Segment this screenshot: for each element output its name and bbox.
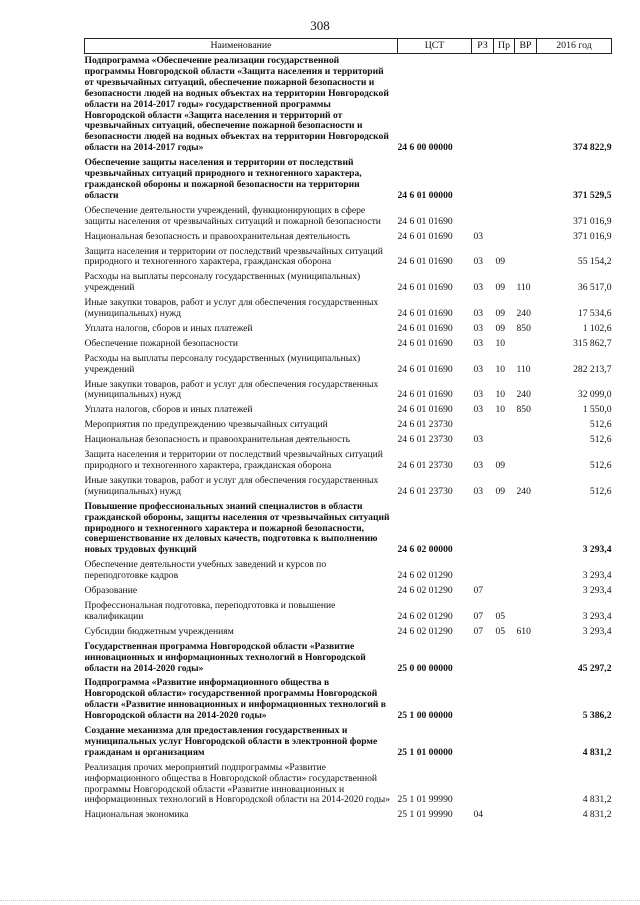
table-row [85, 378, 612, 404]
row-pr [494, 640, 515, 677]
row-pr: 05 [495, 625, 506, 637]
row-cst: 24 6 02 01290 [397, 625, 453, 637]
row-name: Национальная безопасность и правоохранительная деятельность [84, 434, 350, 446]
row-pr: 10 [495, 389, 506, 401]
row-cst: 24 6 01 23730 [397, 419, 453, 431]
row-pr [494, 500, 515, 559]
row-rz: 03 [473, 404, 484, 416]
table-row [85, 761, 612, 809]
table-row [85, 724, 612, 761]
row-vr [515, 448, 537, 474]
row-amount: 374 822,9 [573, 142, 612, 154]
row-rz: 03 [473, 389, 484, 401]
row-rz: 07 [473, 625, 484, 637]
row-cst: 25 1 01 99990 [397, 809, 453, 821]
table-body [85, 54, 612, 824]
row-vr [515, 724, 537, 761]
row-pr [494, 54, 515, 157]
table-row [85, 204, 612, 230]
row-vr [515, 230, 537, 245]
row-amount: 315 862,7 [573, 337, 612, 349]
row-pr [494, 433, 515, 448]
table-row [85, 270, 612, 296]
row-name: Государственная программа Новгородской области «Развитие инновационных и информационных технологий в Новгородской области на 2014-2020 годы» [84, 640, 366, 674]
row-vr: 610 [516, 625, 531, 637]
row-rz [472, 761, 494, 809]
row-cst: 24 6 01 23730 [397, 485, 453, 497]
row-amount: 371 016,9 [573, 215, 612, 227]
row-name: Расходы на выплаты персоналу государственных (муниципальных) учреждений [84, 352, 361, 375]
row-pr [494, 418, 515, 433]
row-rz [472, 54, 494, 157]
row-name: Иные закупки товаров, работ и услуг для обеспечения государственных (муниципальных) нужд [84, 297, 379, 320]
table-row [85, 584, 612, 599]
row-name: Повышение профессиональных знаний специалистов в области гражданской обороны, защиты населения от чрезвычайных ситуаций природного и техногенного характера и пожарной безопасности, совершенствование их деловых качеств, подготовка к выполнению новых трудовых функций [84, 500, 390, 556]
row-cst: 25 1 01 99990 [397, 794, 453, 806]
row-pr: 09 [495, 322, 506, 334]
row-name: Уплата налогов, сборов и иных платежей [84, 322, 253, 334]
row-vr [515, 245, 537, 271]
row-rz: 04 [473, 809, 484, 821]
row-name: Расходы на выплаты персоналу государственных (муниципальных) учреждений [84, 271, 361, 294]
table-row [85, 54, 612, 157]
row-cst: 24 6 01 01690 [397, 230, 453, 242]
row-vr: 240 [516, 389, 531, 401]
row-name: Создание механизма для предоставления государственных и муниципальных услуг Новгородской области в электронной форме гражданам и организациям [84, 725, 378, 758]
row-pr: 09 [495, 282, 506, 294]
row-rz: 03 [473, 485, 484, 497]
row-pr: 09 [495, 308, 506, 320]
row-cst: 24 6 01 01690 [397, 215, 453, 227]
row-amount: 3 293,4 [582, 625, 612, 637]
row-cst: 25 0 00 00000 [397, 662, 453, 674]
row-pr: 05 [495, 610, 506, 622]
table-row [85, 625, 612, 640]
row-cst: 24 6 01 01690 [397, 308, 453, 320]
table-row [85, 245, 612, 271]
row-rz: 03 [473, 363, 484, 375]
row-pr [494, 156, 515, 204]
row-name: Мероприятия по предупреждению чрезвычайных ситуаций [84, 419, 328, 431]
row-rz [472, 500, 494, 559]
row-pr [494, 761, 515, 809]
row-name: Подпрограмма «Обеспечение реализации государственной программы Новгородской области «Защита населения и территорий от чрезвычайных ситуаций, обеспечение пожарной безопасности и безопасности людей на водных объектах на территории Новгородской области на 2014-2017 годы» государственной программы Новгородской области «Защита населения и территорий от чрезвычайных ситуаций, обеспечение пожарной безопасности и безопасности людей на водных объектах на территории Новгородской области на 2014-2017 годы» [84, 55, 389, 154]
row-name: Реализация прочих мероприятий подпрограммы «Развитие информационного общества в Новгородской области» государственной программы Новгородской области «Развитие инновационных и информационных технологий в Новгородской области на 2014-2020 годы» [84, 761, 390, 806]
row-vr [515, 640, 537, 677]
row-amount: 4 831,2 [582, 809, 612, 821]
row-cst: 24 6 01 01690 [397, 322, 453, 334]
row-cst: 25 1 00 00000 [397, 710, 453, 722]
row-name: Иные закупки товаров, работ и услуг для обеспечения государственных (муниципальных) нужд [84, 378, 379, 401]
row-cst: 25 1 01 00000 [397, 746, 453, 758]
row-amount: 512,6 [589, 419, 612, 431]
table-row [85, 322, 612, 337]
row-pr: 09 [495, 256, 506, 268]
row-vr [515, 808, 537, 823]
row-amount: 371 016,9 [573, 230, 612, 242]
row-rz [472, 676, 494, 724]
row-name: Образование [84, 585, 138, 597]
row-name: Национальная безопасность и правоохранительная деятельность [84, 230, 350, 242]
row-name: Подпрограмма «Развитие информационного общества в Новгородской области» государственной программы Новгородской области «Развитие инновационных и информационных технологий в Новгородской области на 2014-2020 годы» [84, 677, 386, 722]
row-pr: 10 [495, 363, 506, 375]
row-amount: 55 154,2 [577, 256, 612, 268]
row-cst: 24 6 02 01290 [397, 610, 453, 622]
row-vr: 110 [516, 363, 531, 375]
row-vr [515, 418, 537, 433]
row-name: Уплата налогов, сборов и иных платежей [84, 404, 253, 416]
row-amount: 32 099,0 [577, 389, 612, 401]
row-pr [494, 558, 515, 584]
row-rz [472, 204, 494, 230]
row-rz [472, 418, 494, 433]
row-amount: 512,6 [589, 485, 612, 497]
row-vr: 110 [516, 282, 531, 294]
row-amount: 512,6 [589, 460, 612, 471]
row-rz: 03 [473, 308, 484, 320]
row-cst: 24 6 02 01290 [397, 570, 453, 582]
row-amount: 45 297,2 [577, 662, 612, 674]
table-row [85, 352, 612, 378]
row-vr [515, 558, 537, 584]
row-amount: 36 517,0 [577, 282, 612, 294]
table-row [85, 448, 612, 474]
page-number: 308 [310, 18, 330, 33]
row-name: Обеспечение защиты населения и территории от последствий чрезвычайных ситуаций природного и техногенного характера, гражданской обороны и пожарной безопасности на территории области [84, 157, 362, 201]
row-amount: 4 831,2 [582, 794, 612, 806]
row-cst: 24 6 01 01690 [397, 404, 453, 416]
row-name: Обеспечение деятельности учреждений, функционирующих в сфере защиты населения от чрезвычайных ситуаций и пожарной безопасности [84, 204, 381, 227]
row-rz: 03 [473, 434, 484, 446]
row-vr [515, 54, 537, 157]
row-pr: 10 [495, 337, 506, 349]
row-amount: 1 550,0 [582, 404, 612, 416]
row-rz: 03 [473, 230, 484, 242]
row-cst: 24 6 01 01690 [397, 337, 453, 349]
table-row [85, 676, 612, 724]
row-name: Профессиональная подготовка, переподготовка и повышение квалификации [84, 599, 336, 622]
row-vr [515, 204, 537, 230]
row-amount: 282 213,7 [573, 363, 612, 375]
row-cst: 24 6 01 00000 [397, 189, 453, 201]
row-rz: 03 [473, 282, 484, 294]
table-row [85, 433, 612, 448]
row-amount: 512,6 [589, 434, 612, 446]
table-row [85, 418, 612, 433]
row-pr [494, 204, 515, 230]
row-rz [472, 558, 494, 584]
row-vr [515, 761, 537, 809]
table-row [85, 558, 612, 584]
table-row [85, 337, 612, 352]
header-vr: ВР [515, 39, 537, 54]
row-name: Защита населения и территории от последствий чрезвычайных ситуаций природного и техногенного характера, гражданская оборона [84, 449, 383, 471]
table-row [85, 403, 612, 418]
row-pr [494, 230, 515, 245]
row-cst: 24 6 02 01290 [397, 585, 453, 597]
row-pr [494, 724, 515, 761]
table-row [85, 296, 612, 322]
row-cst: 24 6 00 00000 [397, 142, 453, 154]
row-vr: 240 [516, 308, 531, 320]
row-amount: 3 293,4 [582, 585, 612, 597]
row-vr: 850 [516, 404, 531, 416]
scan-edge-line [0, 900, 640, 901]
row-rz: 07 [473, 610, 484, 622]
row-name: Субсидии бюджетным учреждениям [84, 625, 234, 637]
row-name: Иные закупки товаров, работ и услуг для обеспечения государственных (муниципальных) нужд [84, 474, 379, 497]
row-name: Защита населения и территории от последствий чрезвычайных ситуаций природного и техногенного характера, гражданская оборона [84, 245, 383, 268]
table-row [85, 230, 612, 245]
row-pr [494, 676, 515, 724]
row-cst: 24 6 01 01690 [397, 282, 453, 294]
table-row [85, 500, 612, 559]
row-vr [515, 676, 537, 724]
row-name: Национальная экономика [84, 809, 189, 821]
table-header-row [85, 39, 612, 54]
row-rz [472, 156, 494, 204]
row-vr [515, 500, 537, 559]
row-cst: 24 6 01 01690 [397, 256, 453, 268]
row-name: Обеспечение пожарной безопасности [84, 337, 239, 349]
row-amount: 4 831,2 [582, 746, 612, 758]
table-row [85, 599, 612, 625]
table-row [85, 640, 612, 677]
header-name: Наименование [85, 39, 398, 54]
header-cst: ЦСТ [398, 39, 472, 54]
row-rz: 03 [473, 337, 484, 349]
row-vr [515, 433, 537, 448]
row-name: Обеспечение деятельности учебных заведений и курсов по переподготовке кадров [84, 559, 327, 582]
row-pr [494, 808, 515, 823]
row-rz [472, 640, 494, 677]
row-vr [515, 599, 537, 625]
row-cst: 24 6 01 23730 [397, 460, 453, 471]
row-cst: 24 6 01 23730 [397, 434, 453, 446]
row-amount: 3 293,4 [582, 544, 612, 556]
row-amount: 3 293,4 [582, 610, 612, 622]
row-vr: 850 [516, 322, 531, 334]
header-rz: РЗ [472, 39, 494, 54]
budget-table [84, 38, 612, 823]
row-pr: 09 [495, 485, 506, 497]
row-vr [515, 584, 537, 599]
row-rz: 03 [473, 460, 484, 471]
row-amount: 1 102,6 [582, 322, 612, 334]
row-pr [494, 584, 515, 599]
row-vr: 240 [516, 485, 531, 497]
table-row [85, 156, 612, 204]
row-vr [515, 337, 537, 352]
row-vr [515, 156, 537, 204]
row-amount: 3 293,4 [582, 570, 612, 582]
row-amount: 371 529,5 [573, 189, 612, 201]
row-rz: 07 [473, 585, 484, 597]
row-pr: 09 [495, 460, 506, 471]
row-rz: 03 [473, 256, 484, 268]
row-amount: 17 534,6 [577, 308, 612, 320]
row-rz: 03 [473, 322, 484, 334]
row-cst: 24 6 02 00000 [397, 544, 453, 556]
row-amount: 5 386,2 [582, 710, 612, 722]
row-cst: 24 6 01 01690 [397, 363, 453, 375]
table-row [85, 474, 612, 500]
table-row [85, 808, 612, 823]
row-rz [472, 724, 494, 761]
row-pr: 10 [495, 404, 506, 416]
header-year: 2016 год [537, 39, 612, 54]
row-cst: 24 6 01 01690 [397, 389, 453, 401]
header-pr: Пр [494, 39, 515, 54]
